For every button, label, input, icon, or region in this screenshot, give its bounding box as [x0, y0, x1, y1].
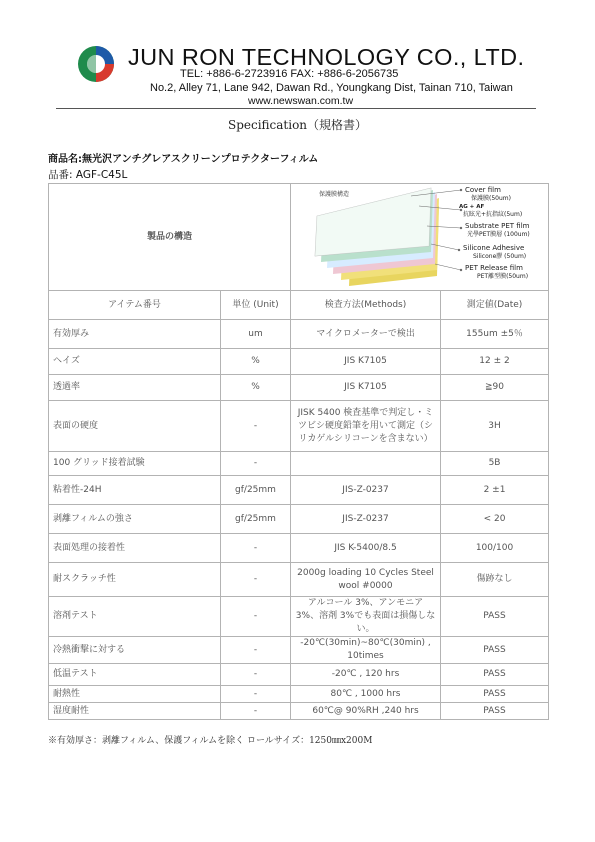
diagram-caption: 保護膜構造 [319, 191, 350, 198]
cell-item: 耐スクラッチ性 [49, 563, 221, 597]
cell-unit: - [221, 534, 291, 563]
cell-method: アルコール 3%、アンモニア 3%、溶剤 3%でも表面は損傷しない。 [291, 597, 441, 637]
cell-unit: - [221, 686, 291, 703]
cell-unit: - [221, 401, 291, 452]
table-row [49, 703, 549, 720]
cell-method: 2000g loading 10 Cycles Steel wool #0000 [291, 563, 441, 597]
address-line: No.2, Alley 71, Lane 942, Dawan Rd., Youngkang Dist, Tainan 710, Taiwan [150, 82, 513, 94]
cell-unit: gf/25mm [221, 505, 291, 534]
cell-item: 有効厚み [49, 320, 221, 349]
cell-unit: gf/25mm [221, 476, 291, 505]
cell-value: 傷跡なし [441, 563, 549, 597]
table-row [49, 686, 549, 703]
layer-sub-substrate: 光學PET膜層 (100um) [467, 231, 530, 238]
contact-line: TEL: +886-6-2723916 FAX: +886-6-2056735 [180, 68, 399, 80]
cell-item: 耐熱性 [49, 686, 221, 703]
cell-item: 溶剤テスト [49, 597, 221, 637]
footnote: ※有効厚さ：剥離フィルム、保護フィルムを除く ロールサイズ：1250㎜x200M [48, 736, 373, 746]
cell-method: JISK 5400 検査基準で判定し・ミツビシ硬度鉛筆を用いて測定（シリカゲルシリコーンを含まない） [291, 401, 441, 452]
cell-item: 透過率 [49, 375, 221, 401]
part-number: 品番: AGF-C45L [48, 169, 128, 181]
table-row [49, 563, 549, 597]
layer-sub-release: PET離型膜(50um) [477, 273, 529, 280]
cell-method: JIS K7105 [291, 349, 441, 375]
cell-value: PASS [441, 664, 549, 686]
company-name: JUN RON TECHNOLOGY CO., LTD. [128, 44, 525, 70]
table-row [49, 320, 549, 349]
cell-unit: - [221, 452, 291, 476]
layer-sub-ag: 抗眩光+抗指紋(5um) [463, 211, 523, 218]
cell-item: 冷熱衝撃に対する [49, 637, 221, 664]
company-logo-icon [76, 44, 116, 84]
layer-sub-silicone: Silicone膠 (50um) [473, 253, 527, 260]
table-row [49, 476, 549, 505]
page-title: Specification（規格書） [227, 118, 368, 132]
table-row [49, 349, 549, 375]
layer-label-release: PET Release film [465, 264, 523, 272]
cell-unit: % [221, 349, 291, 375]
table-header-row [49, 291, 549, 320]
cell-value: 155um ±5％ [441, 320, 549, 349]
cell-method: マイクロメーターで検出 [291, 320, 441, 349]
cell-method: 60℃@ 90%RH ,240 hrs [291, 703, 441, 720]
layer-sub-cover: 保護膜(50um) [471, 195, 511, 202]
table-row [49, 401, 549, 452]
cell-method: JIS K7105 [291, 375, 441, 401]
table-row [49, 637, 549, 664]
cell-unit: um [221, 320, 291, 349]
cell-unit: % [221, 375, 291, 401]
table-row [49, 452, 549, 476]
spec-table [48, 183, 549, 720]
cell-method: -20℃(30min)~80℃(30min) , 10times [291, 637, 441, 664]
cell-item: 表面処理の接着性 [49, 534, 221, 563]
cell-method [291, 452, 441, 476]
cell-method: JIS-Z-0237 [291, 505, 441, 534]
cell-unit: - [221, 703, 291, 720]
cell-method: 80℃ , 1000 hrs [291, 686, 441, 703]
structure-row [49, 184, 549, 291]
cell-unit: - [221, 597, 291, 637]
cell-item: 剥離フィルムの強さ [49, 505, 221, 534]
cell-method: JIS K-5400/8.5 [291, 534, 441, 563]
cell-item: 粘着性-24H [49, 476, 221, 505]
layer-label-substrate: Substrate PET film [465, 222, 530, 230]
structure-title: 製品の構造 [49, 184, 291, 291]
cell-item: 表面の硬度 [49, 401, 221, 452]
cell-value: < 20 [441, 505, 549, 534]
layer-label-ag: AG + AF [459, 204, 485, 210]
cell-value: PASS [441, 597, 549, 637]
cell-method: -20℃ , 120 hrs [291, 664, 441, 686]
website-link[interactable]: www.newswan.com.tw [248, 95, 354, 107]
product-name: 商品名:無光沢アンチグレアスクリーンプロテクターフィルム [48, 154, 319, 165]
table-row [49, 505, 549, 534]
layer-stack [315, 188, 439, 286]
table-row [49, 534, 549, 563]
cell-value: PASS [441, 703, 549, 720]
cell-unit: - [221, 637, 291, 664]
table-row [49, 664, 549, 686]
cell-value: 3H [441, 401, 549, 452]
cell-item: 低温テスト [49, 664, 221, 686]
table-row [49, 597, 549, 637]
cell-value: PASS [441, 686, 549, 703]
header-divider [56, 108, 536, 109]
cell-value: 2 ±1 [441, 476, 549, 505]
cell-method: JIS-Z-0237 [291, 476, 441, 505]
cell-item: 湿度耐性 [49, 703, 221, 720]
header-unit: 単位 (Unit) [221, 291, 291, 320]
cell-unit: - [221, 563, 291, 597]
layer-label-silicone: Silicone Adhesive [463, 244, 525, 252]
cell-value: 12 ± 2 [441, 349, 549, 375]
header-value: 測定値(Date) [441, 291, 549, 320]
cell-value: 5B [441, 452, 549, 476]
cell-value: PASS [441, 637, 549, 664]
cell-value: ≧90 [441, 375, 549, 401]
cell-item: 100 グリッド接着試験 [49, 452, 221, 476]
cell-item: ヘイズ [49, 349, 221, 375]
header-method: 検査方法(Methods) [291, 291, 441, 320]
header-item: アイテム番号 [49, 291, 221, 320]
layer-label-cover: Cover film [465, 186, 501, 194]
cell-unit: - [221, 664, 291, 686]
layer-diagram [291, 184, 549, 291]
cell-value: 100/100 [441, 534, 549, 563]
table-row [49, 375, 549, 401]
